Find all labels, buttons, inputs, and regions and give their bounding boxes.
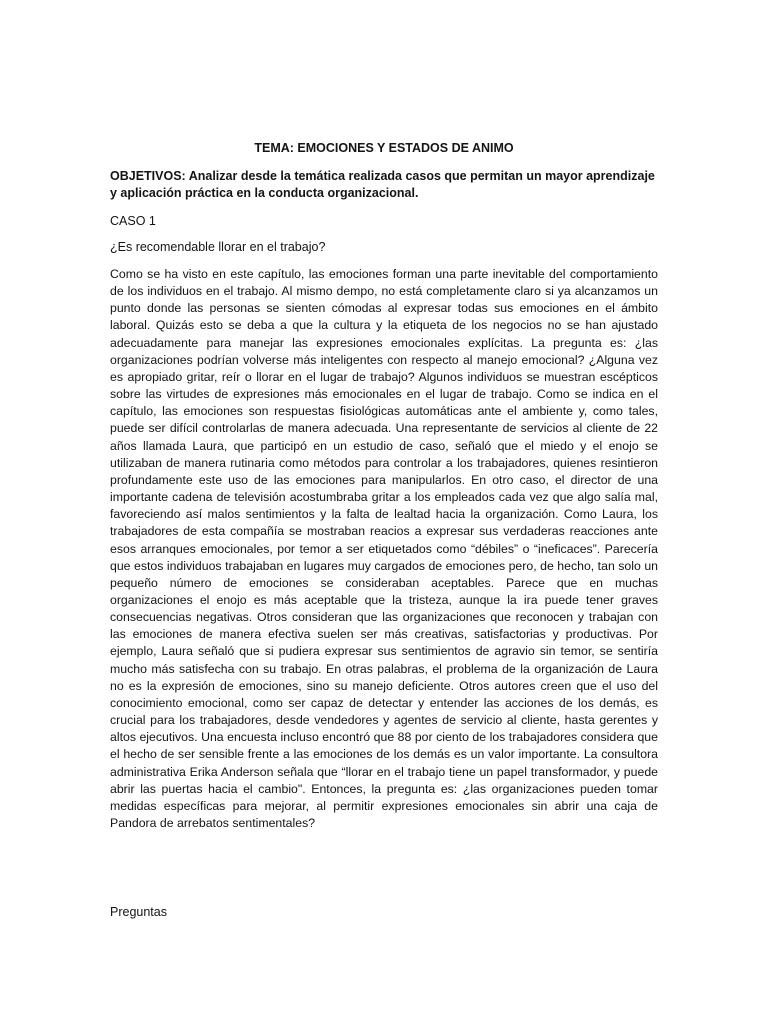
- questions-heading: Preguntas: [110, 905, 167, 919]
- document-title: TEMA: EMOCIONES Y ESTADOS DE ANIMO: [254, 141, 514, 155]
- objectives-paragraph: OBJETIVOS: Analizar desde la temática realizada casos que permitan un mayor aprendizaje y aplicación práctica en la conducta organizacional.: [110, 169, 655, 200]
- document-page: [110, 140, 658, 832]
- case-label: CASO 1: [110, 214, 156, 228]
- case-body-paragraph: Como se ha visto en este capítulo, las emociones forman una parte inevitable del comportamiento de los individuos en el trabajo. Al mismo dempo, no está completamente claro si ya alcanzamos un punto donde las personas se sienten cómodas al expresar todas sus emociones en el ámbito laboral. Quizás esto se deba a que la cultura y la etiqueta de los negocios no se han ajustado adecuadamente para manejar las expresiones emocionales explícitas. La pregunta es: ¿las organizaciones podrían volverse más inteligentes con respecto al manejo emocional? ¿Alguna vez es apropiado gritar, reír o llorar en el lugar de trabajo? Algunos individuos se muestran escépticos sobre las virtudes de expresiones más emocionales en el lugar de trabajo. Como se indica en el capítulo, las emociones son respuestas fisiológicas automáticas ante el ambiente y, como tales, puede ser difícil controlarlas de manera adecuada. Una representante de servicios al cliente de 22 años llamada Laura, que participó en un estudio de caso, señaló que el miedo y el enojo se utilizaban de manera rutinaria como métodos para controlar a los trabajadores, quienes resintieron profundamente este uso de las emociones para manipularlos. En otro caso, el director de una importante cadena de televisión acostumbraba gritar a los empleados cada vez que algo salía mal, favoreciendo así malos sentimientos y la falta de lealtad hacia la organización. Como Laura, los trabajadores de esta compañía se mostraban reacios a expresar sus verdaderas reacciones ante esos arranques emocionales, por temor a ser etiquetados como “débiles” o “ineficaces”. Parecería que estos individuos trabajaban en lugares muy cargados de emociones pero, de hecho, tan solo un pequeño número de emociones se consideraban aceptables. Parece que en muchas organizaciones el enojo es más aceptable que la tristeza, aunque la ira puede tener graves consecuencias negativas. Otros consideran que las organizaciones que reconocen y trabajan con las emociones de manera efectiva suelen ser más creativas, satisfactorias y productivas. Por ejemplo, Laura señaló que si pudiera expresar sus sentimientos de agravio sin temor, se sentiría mucho más satisfecha con su trabajo. En otras palabras, el problema de la organización de Laura no es la expresión de emociones, sino su manejo deficiente. Otros autores creen que el uso del conocimiento emocional, como ser capaz de detectar y entender las acciones de los demás, es crucial para los trabajadores, desde vendedores y agentes de servicio al cliente, hasta gerentes y altos ejecutivos. Una encuesta incluso encontró que 88 por ciento de los trabajadores considera que el hecho de ser sensible frente a las emociones de los demás es un valor importante. La consultora administrativa Erika Anderson señala que “llorar en el trabajo tiene un papel transformador, y puede abrir las puertas hacia el cambio". Entonces, la pregunta es: ¿las organizaciones pueden tomar medidas específicas para mejorar, al permitir expresiones emocionales sin abrir una caja de Pandora de arrebatos sentimentales?: [110, 267, 658, 830]
- case-question: ¿Es recomendable llorar en el trabajo?: [110, 240, 326, 254]
